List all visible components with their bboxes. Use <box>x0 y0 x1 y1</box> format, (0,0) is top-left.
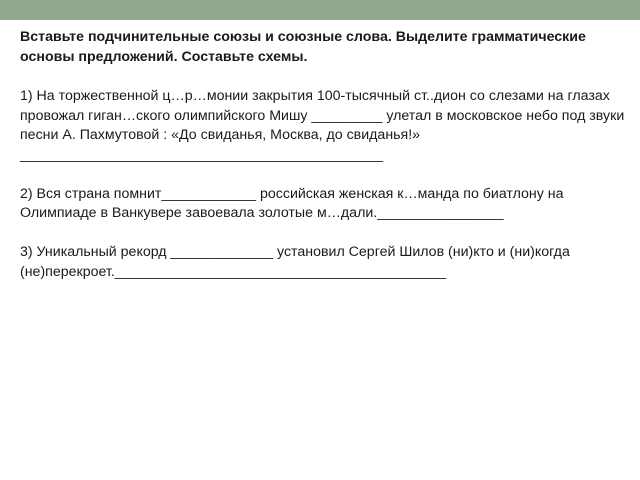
exercise-content <box>20 28 630 302</box>
exercise-item-1 <box>20 87 630 165</box>
exercise-item-3 <box>20 243 630 282</box>
exercise-heading: Вставьте подчинительные союзы и союзные слова. Выделите грамматические основы предложений. Составьте схемы. <box>20 29 586 65</box>
exercise-item-2-text: 2) Вся страна помнит____________ российская женская к…манда по биатлону на Олимпиаде в Ванкувере завоевала золотые м…дали.________________ <box>20 185 564 221</box>
top-decorative-band <box>0 0 640 20</box>
exercise-item-2 <box>20 185 630 224</box>
exercise-item-3-text: 3) Уникальный рекорд _____________ установил Сергей Шилов (ни)кто и (ни)когда (не)перекроет.__________________________________________ <box>20 244 570 280</box>
exercise-item-1-text: 1) На торжественной ц…р…монии закрытия 100-тысячный ст..дион со слезами на глазах провожал гиган…ского олимпийского Мишу _________ улетал в московское небо под звуки песни А. Пахмутовой : «До свиданья, Москва, до свиданья!» ______________________________________________ <box>20 88 625 163</box>
